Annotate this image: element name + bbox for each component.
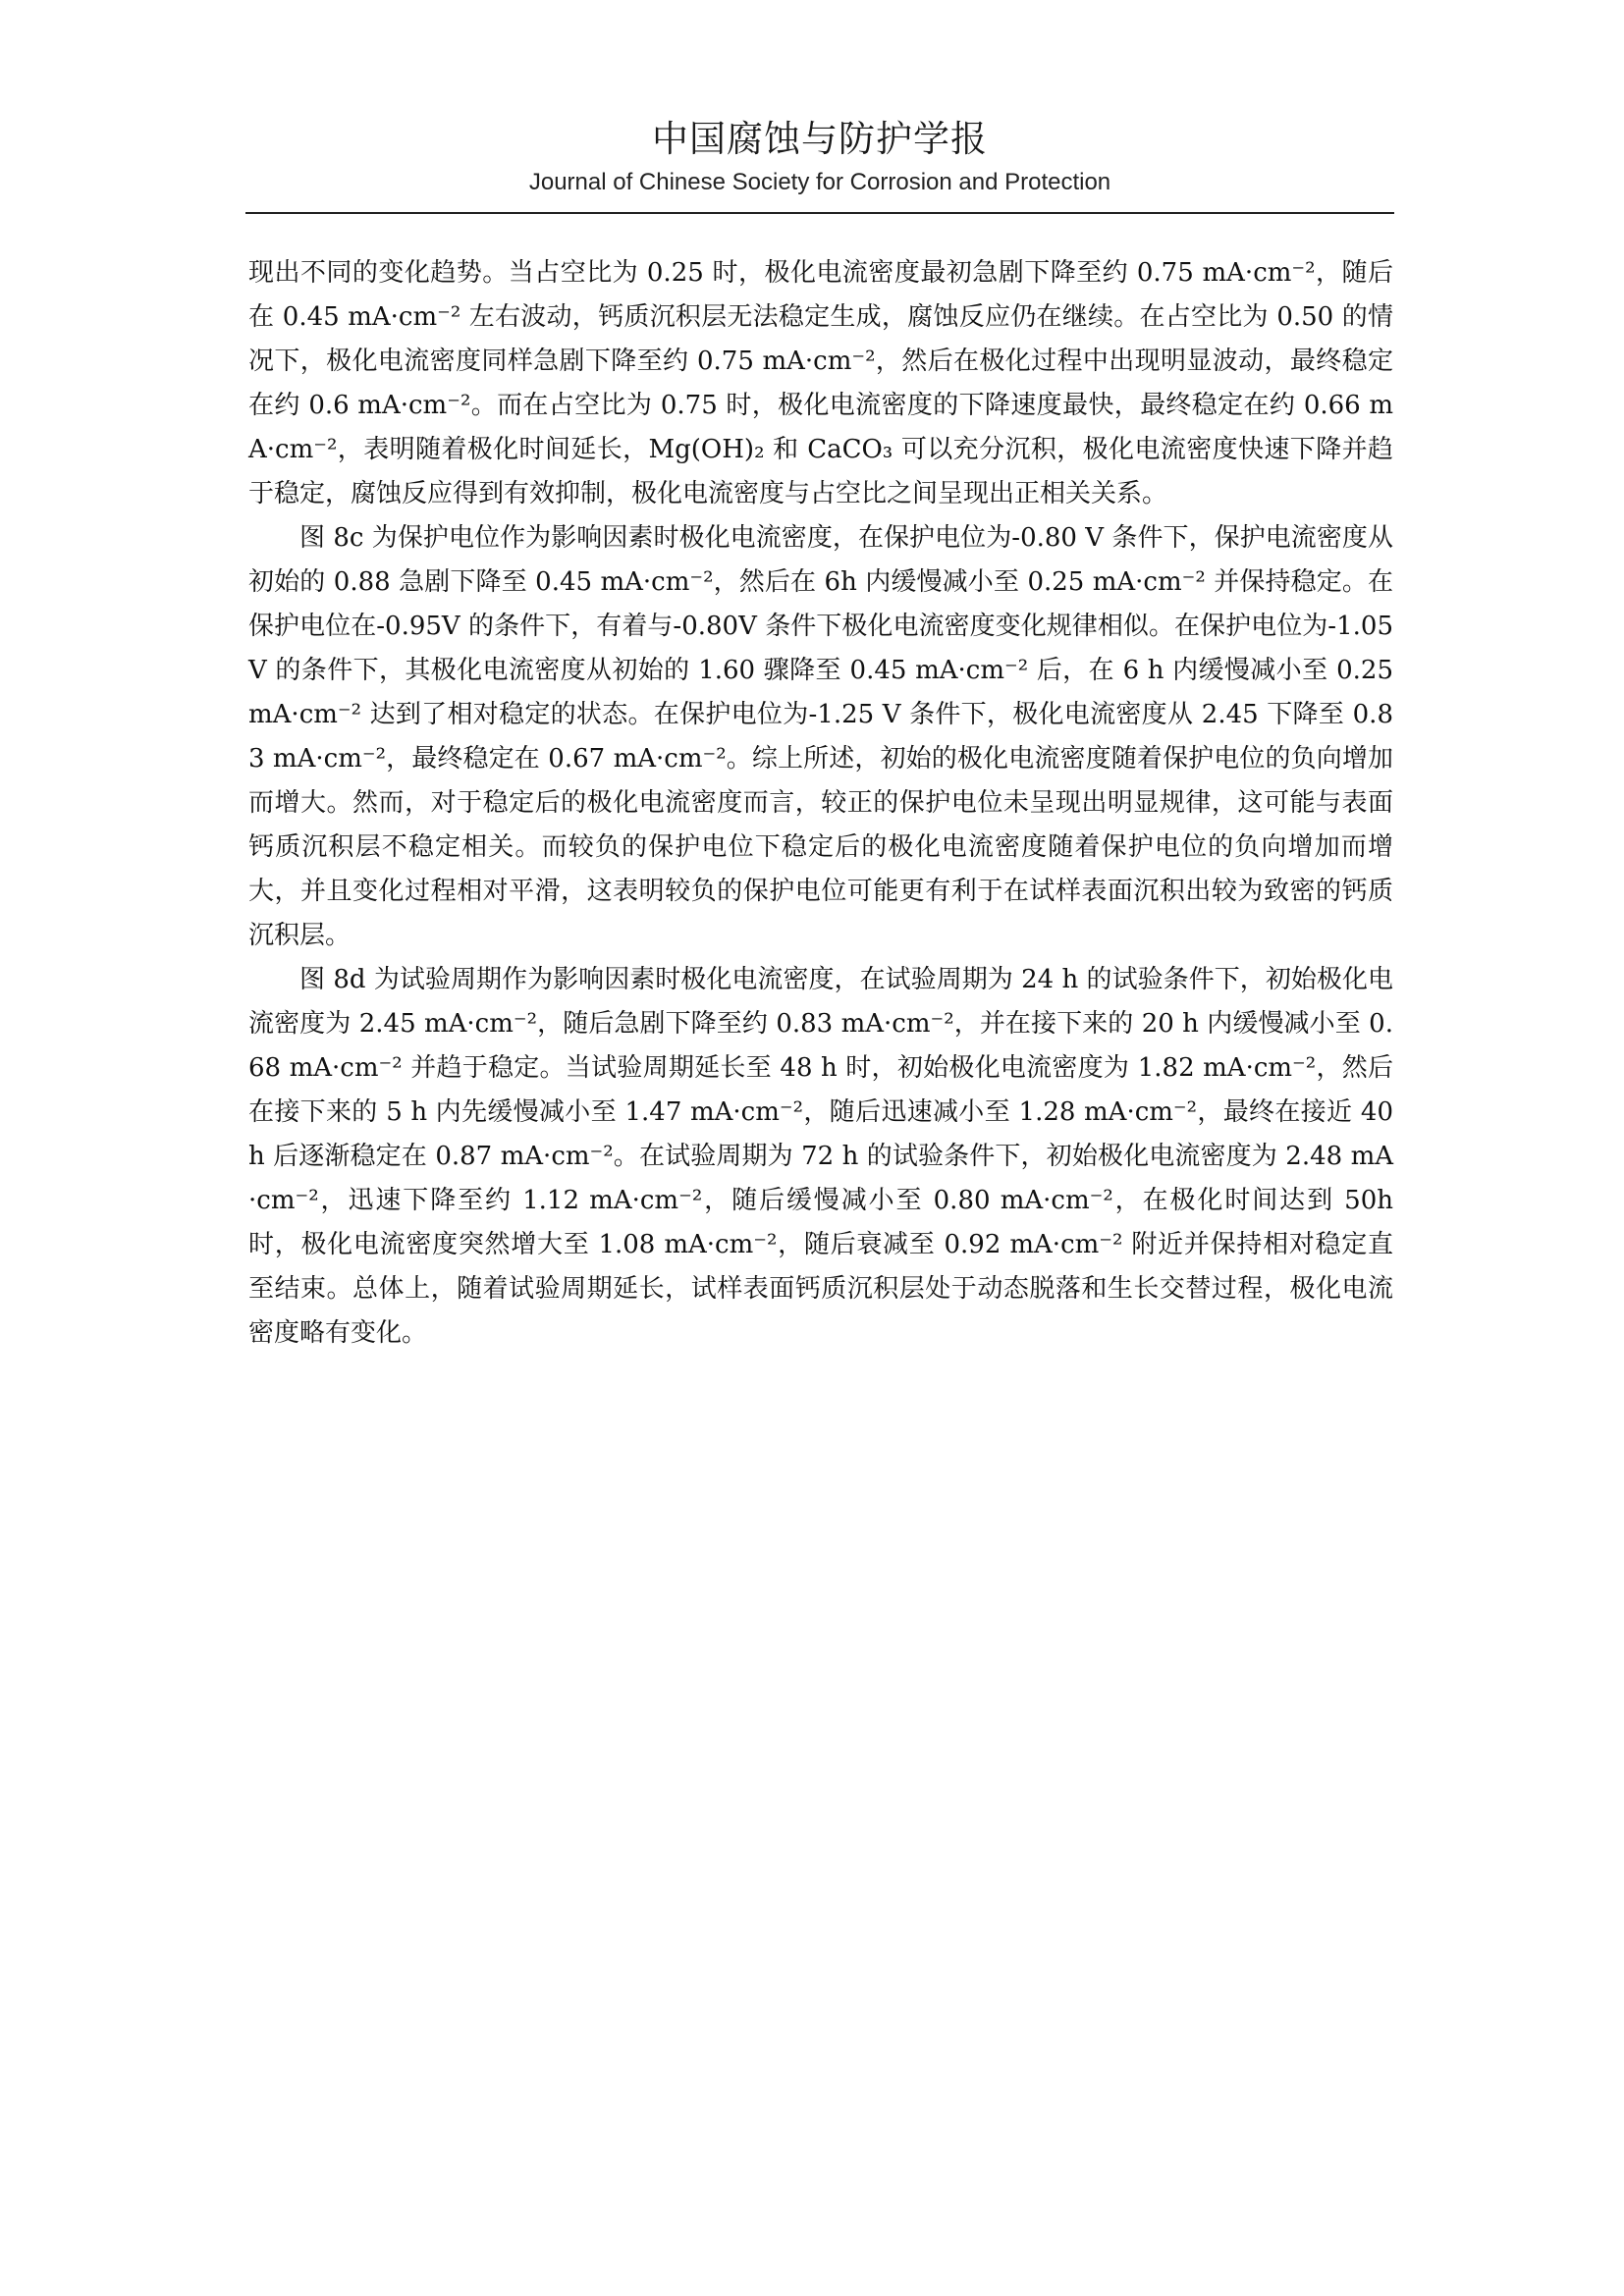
article-body: [248, 251, 1393, 1356]
journal-title-chinese: 中国腐蚀与防护学报: [652, 118, 988, 160]
journal-title-english: Journal of Chinese Society for Corrosion and Protection: [528, 169, 1111, 195]
paragraph-protection-potential: 图 8c 为保护电位作为影响因素时极化电流密度，在保护电位为-0.80 V 条件下，保护电流密度从初始的 0.88 急剧下降至 0.45 mA·cm⁻²，然后在 6h 内缓慢减小至 0.25 mA·cm⁻² 并保持稳定。在保护电位在-0.95V 的条件下，有着与-0.80V 条件下极化电流密度变化规律相似。在保护电位为-1.05 V 的条件下，其极化电流密度从初始的 1.60 骤降至 0.45 mA·cm⁻² 后，在 6 h 内缓慢减小至 0.25 mA·cm⁻² 达到了相对稳定的状态。在保护电位为-1.25 V 条件下，极化电流密度从 2.45 下降至 0.83 mA·cm⁻²，最终稳定在 0.67 mA·cm⁻²。综上所述，初始的极化电流密度随着保护电位的负向增加而增大。然而，对于稳定后的极化电流密度而言，较正的保护电位未呈现出明显规律，这可能与表面钙质沉积层不稳定相关。而较负的保护电位下稳定后的极化电流密度随着保护电位的负向增加而增大，并且变化过程相对平滑，这表明较负的保护电位可能更有利于在试样表面沉积出较为致密的钙质沉积层。: [248, 523, 1393, 950]
paragraph-duty-ratio: 现出不同的变化趋势。当占空比为 0.25 时，极化电流密度最初急剧下降至约 0.75 mA·cm⁻²，随后在 0.45 mA·cm⁻² 左右波动，钙质沉积层无法稳定生成，腐蚀反应仍在继续。在占空比为 0.50 的情况下，极化电流密度同样急剧下降至约 0.75 mA·cm⁻²，然后在极化过程中出现明显波动，最终稳定在约 0.6 mA·cm⁻²。而在占空比为 0.75 时，极化电流密度的下降速度最快，最终稳定在约 0.66 mA·cm⁻²，表明随着极化时间延长，Mg(OH)₂ 和 CaCO₃ 可以充分沉积，极化电流密度快速下降并趋于稳定，腐蚀反应得到有效抑制，极化电流密度与占空比之间呈现出正相关关系。: [248, 258, 1393, 508]
header-divider: [245, 212, 1394, 214]
paragraph-test-period: 图 8d 为试验周期作为影响因素时极化电流密度，在试验周期为 24 h 的试验条件下，初始极化电流密度为 2.45 mA·cm⁻²，随后急剧下降至约 0.83 mA·cm⁻²，并在接下来的 20 h 内缓慢减小至 0.68 mA·cm⁻² 并趋于稳定。当试验周期延长至 48 h 时，初始极化电流密度为 1.82 mA·cm⁻²，然后在接下来的 5 h 内先缓慢减小至 1.47 mA·cm⁻²，随后迅速减小至 1.28 mA·cm⁻²，最终在接近 40 h 后逐渐稳定在 0.87 mA·cm⁻²。在试验周期为 72 h 的试验条件下，初始极化电流密度为 2.48 mA·cm⁻²，迅速下降至约 1.12 mA·cm⁻²，随后缓慢减小至 0.80 mA·cm⁻²，在极化时间达到 50h 时，极化电流密度突然增大至 1.08 mA·cm⁻²，随后衰减至 0.92 mA·cm⁻² 附近并保持相对稳定直至结束。总体上，随着试验周期延长，试样表面钙质沉积层处于动态脱落和生长交替过程，极化电流密度略有变化。: [248, 965, 1393, 1348]
page-header: [245, 116, 1394, 198]
